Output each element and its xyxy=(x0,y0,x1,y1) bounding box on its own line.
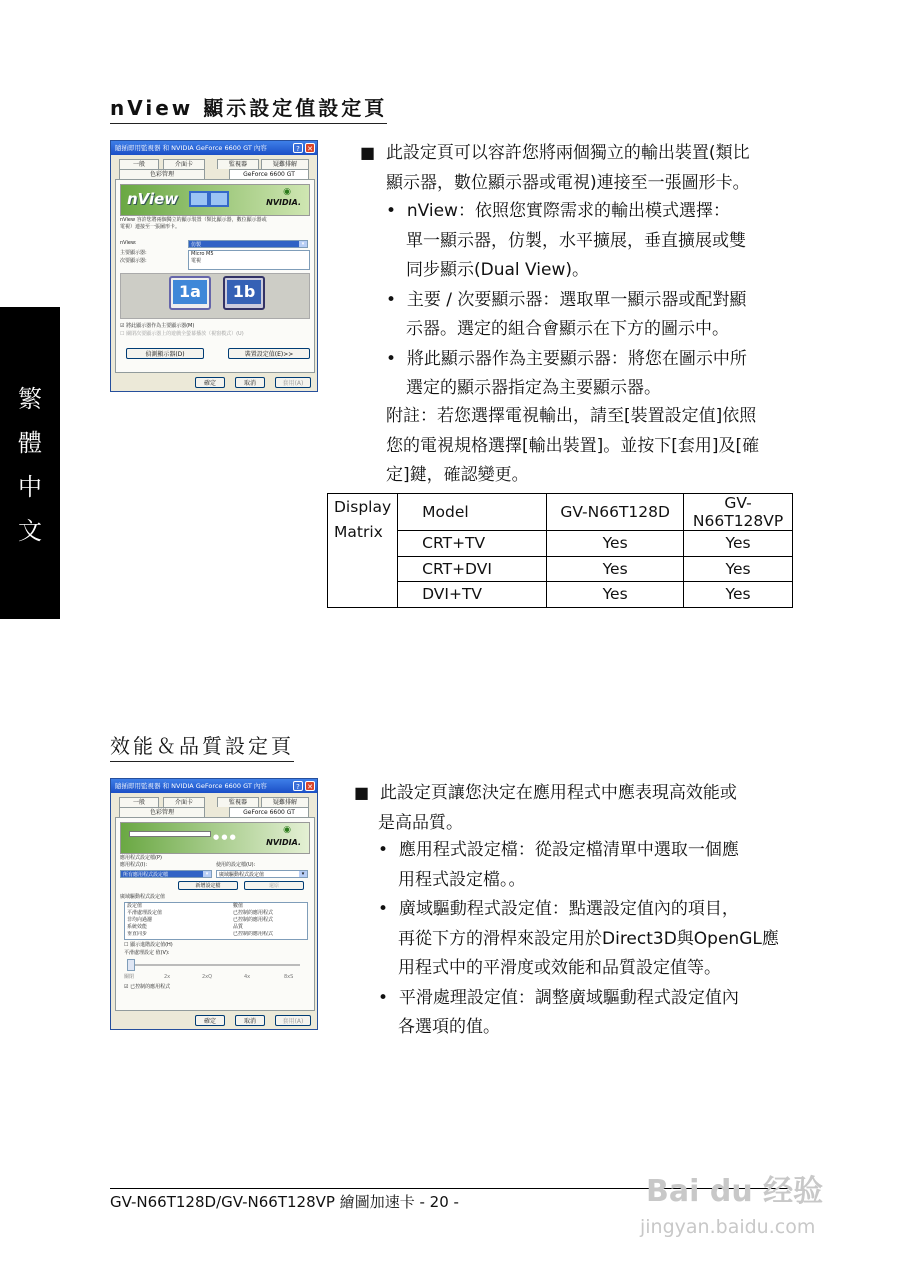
tick-label: 關閉 xyxy=(124,974,135,980)
table-cell: DVI+TV xyxy=(398,582,547,608)
dialog-panel xyxy=(115,179,315,373)
setting-name: 系統效能 xyxy=(127,924,148,930)
watermark-brand: Bai du 经验 xyxy=(646,1174,824,1209)
list-item[interactable] xyxy=(125,931,307,938)
side-tab-char: 體 xyxy=(18,429,42,457)
watermark-url: jingyan.baidu.com xyxy=(640,1216,816,1238)
help-icon: ? xyxy=(293,781,303,791)
dots-icon: ● ● ● xyxy=(213,833,236,841)
setting-name: 垂直同步 xyxy=(127,931,148,937)
performance-dialog-screenshot xyxy=(110,778,318,1030)
matrix-row-header xyxy=(328,494,398,608)
side-tab-char: 文 xyxy=(18,517,42,545)
table-cell: Yes xyxy=(684,582,793,608)
tab-troubleshoot: 疑難排解 xyxy=(261,159,309,169)
monitor-1a[interactable] xyxy=(169,276,211,310)
tab-color: 色彩管理 xyxy=(119,807,205,817)
intro-line: 顯示器，數位顯示器或電視)連接至一張圖形卡。 xyxy=(386,172,750,193)
help-icon: ? xyxy=(293,143,303,153)
display-list[interactable] xyxy=(188,250,310,270)
note-line: 定]鍵，確認變更。 xyxy=(386,465,529,485)
cancel-button[interactable]: 取消 xyxy=(235,377,265,388)
monitor-1b[interactable] xyxy=(223,276,265,310)
intro-line: 是高品質。 xyxy=(378,812,463,833)
list-item[interactable] xyxy=(125,924,307,931)
intro-line: 此設定頁可以容許您將兩個獨立的輸出裝置(類比 xyxy=(385,143,750,163)
detect-displays-button[interactable]: 偵測顯示器(D) xyxy=(126,348,204,359)
application-select[interactable] xyxy=(120,870,212,878)
ok-button[interactable]: 確定 xyxy=(195,1015,225,1026)
display-preview xyxy=(120,273,310,319)
table-row xyxy=(328,531,793,557)
side-tab-char: 繁 xyxy=(18,385,42,413)
table-cell: Yes xyxy=(547,582,684,608)
fullscreen-checkbox[interactable]: ☐ 關閉次要顯示器上的遊戲全螢幕播放（視窗模式）(U) xyxy=(120,331,244,337)
table-row xyxy=(328,582,793,608)
dialog-title: 隨插即用監視器 和 NVIDIA GeForce 6600 GT 內容 xyxy=(115,782,267,790)
table-cell: Yes xyxy=(684,556,793,582)
app-controlled-label: 已控制的應用程式 xyxy=(130,984,171,990)
restore-button[interactable]: 還原 xyxy=(244,881,304,890)
primary-display-label: 主要顯示器: xyxy=(120,250,147,256)
tab-color: 色彩管理 xyxy=(119,169,205,179)
nview-description: nView 容許您將兩個獨立的顯示裝置（類比顯示器，數位顯示器或電視）連接至一張圖形卡。 xyxy=(120,217,267,230)
monitor-1b-label: 1b xyxy=(227,280,261,304)
list-item[interactable]: 電視 xyxy=(191,258,202,264)
tab-general: 一般 xyxy=(119,159,159,169)
dialog-titlebar xyxy=(111,141,317,155)
bullet-line: 應用程式設定檔：從設定檔清單中選取一個應 xyxy=(398,840,739,860)
table-row xyxy=(328,494,793,531)
bullet-line: 示器。選定的組合會顯示在下方的圖示中。 xyxy=(406,319,729,339)
note-line: 您的電視規格選擇[輸出裝置]。並按下[套用]及[確 xyxy=(386,435,760,456)
language-side-tab xyxy=(0,307,60,619)
profile-select[interactable] xyxy=(216,870,308,878)
bullet-line: 同步顯示(Dual View)。 xyxy=(406,260,590,280)
page-footer: GV-N66T128D/GV-N66T128VP 繪圖加速卡 - 20 - xyxy=(110,1193,459,1211)
settings-list[interactable] xyxy=(124,902,308,940)
section-title-nview: nView 顯示設定值設定頁 xyxy=(110,92,387,124)
setting-name: 平滑處理設定值 xyxy=(127,910,163,916)
section1-bullets: • nView：依照您實際需求的輸出模式選擇： 單一顯示器，仿製，水平擴展，垂直擴展或雙 同步顯示(Dual View)。 • 主要 / 次要顯示器：選取單一顯示器或配對顯 示器。選定的組合會顯示在下方的圖示中。 • 將此顯示器作為主要顯示器：將您在圖示中所 選定的顯示器指定為主要顯示器。 xyxy=(386,197,747,404)
profile-group-label: 應用程式設定檔(P) xyxy=(120,855,162,861)
matrix-label: Matrix xyxy=(334,523,383,541)
tick-label: 8xS xyxy=(284,974,294,980)
section2-bullets: • 應用程式設定檔：從設定檔清單中選取一個應 用程式設定檔。。 • 廣域驅動程式設定值：點選設定值內的項目， 再從下方的滑桿來設定用於Direct3D與OpenGL應 用程式中的平滑度或效能和品質設定值等。 • 平滑處理設定值：調整廣域驅動程式設定值內 各選項的值。 xyxy=(378,836,779,1043)
application-label: 應用程式(I): xyxy=(120,862,148,868)
tick-label: 2x xyxy=(164,974,171,980)
nvidia-eye-icon: ◉ xyxy=(283,825,291,835)
bullet-line: 將此顯示器作為主要顯示器：將您在圖示中所 xyxy=(406,348,747,369)
dialog-panel xyxy=(115,817,315,1011)
nview-dialog-screenshot xyxy=(110,140,318,392)
add-profile-button[interactable]: 新增設定檔 xyxy=(178,881,238,890)
tab-adapter: 介面卡 xyxy=(163,797,205,807)
table-cell: CRT+DVI xyxy=(398,556,547,582)
square-bullet-icon: ■ xyxy=(354,783,370,802)
setting-name: 非均向過濾 xyxy=(127,917,153,923)
dialog-titlebar xyxy=(111,779,317,793)
bullet-line: 主要 / 次要顯示器：選取單一顯示器或配對顯 xyxy=(406,289,747,310)
cancel-button[interactable]: 取消 xyxy=(235,1015,265,1026)
setting-value: 品質 xyxy=(233,924,244,930)
apply-button[interactable]: 套用(A) xyxy=(275,1015,311,1026)
intro-line: 此設定頁讓您決定在應用程式中應表現高效能或 xyxy=(379,783,737,803)
column-header: Model xyxy=(398,494,547,531)
nview-banner xyxy=(120,184,310,216)
nvidia-eye-icon: ◉ xyxy=(283,187,291,197)
nview-mode-label: nView: xyxy=(120,240,137,246)
bullet-line: 用程式設定檔。。 xyxy=(398,869,526,890)
fullscreen-checkbox-label: 關閉次要顯示器上的遊戲全螢幕播放（視窗模式）(U) xyxy=(126,331,244,337)
column-header: GV-N66T128D xyxy=(547,494,684,531)
performance-banner xyxy=(120,822,310,854)
matrix-label: Display xyxy=(334,498,392,516)
column-header: 設定值 xyxy=(127,903,143,909)
primary-checkbox-label: 將此顯示器作為主要顯示器(M) xyxy=(126,323,195,329)
list-item[interactable] xyxy=(125,910,307,917)
global-settings-group-label: 廣域驅動程式設定值 xyxy=(120,894,166,900)
side-tab-char: 中 xyxy=(18,473,42,501)
slider-thumb[interactable] xyxy=(127,959,135,971)
setting-value: 已控制的應用程式 xyxy=(233,931,274,937)
square-bullet-icon: ■ xyxy=(360,143,376,162)
tab-monitor: 監視器 xyxy=(217,159,259,169)
monitor-1a-label: 1a xyxy=(173,280,207,304)
nvidia-logo: NVIDIA. xyxy=(266,198,301,207)
section-title-performance: 效能＆品質設定頁 xyxy=(110,730,294,762)
nview-logo-text: nView xyxy=(127,190,179,208)
tab-adapter: 介面卡 xyxy=(163,159,205,169)
table-cell: Yes xyxy=(684,531,793,557)
application-value: 所有應用程式設定檔 xyxy=(123,872,169,878)
app-controlled-checkbox[interactable]: ☑ 已控制的應用程式 xyxy=(124,984,171,990)
tab-geforce: GeForce 6600 GT xyxy=(229,807,309,817)
advanced-checkbox[interactable]: ☐ 顯示進階設定值(H) xyxy=(124,942,173,948)
display-matrix-table xyxy=(327,493,793,608)
profile-value: 廣域驅動程式設定值 xyxy=(219,872,265,878)
table-cell: CRT+TV xyxy=(398,531,547,557)
note-line: 附註：若您選擇電視輸出，請至[裝置設定值]依照 xyxy=(386,406,757,426)
advanced-checkbox-label: 顯示進階設定值(H) xyxy=(130,942,173,948)
profile-label: 使用的設定檔(U): xyxy=(216,862,256,868)
setting-value: 已控制的應用程式 xyxy=(233,917,274,923)
list-item[interactable] xyxy=(125,917,307,924)
monitor-icon xyxy=(209,191,229,207)
chevron-down-icon: ▾ xyxy=(299,871,307,877)
bullet-line: 平滑處理設定值：調整廣域驅動程式設定值內 xyxy=(398,987,739,1008)
slider-label: 平滑處理設定 值(V): xyxy=(124,950,170,956)
table-row xyxy=(328,556,793,582)
close-icon: ✕ xyxy=(305,143,315,153)
ok-button[interactable]: 確定 xyxy=(195,377,225,388)
tick-label: 4x xyxy=(244,974,251,980)
secondary-display-label: 次要顯示器: xyxy=(120,258,147,264)
antialias-slider[interactable] xyxy=(130,964,300,966)
bullet-line: 用程式中的平滑度或效能和品質設定值等。 xyxy=(398,958,721,978)
section1-intro xyxy=(360,138,750,198)
banner-slider-icon xyxy=(129,831,211,837)
tab-general: 一般 xyxy=(119,797,159,807)
close-icon: ✕ xyxy=(305,781,315,791)
nview-mode-value: 仿製 xyxy=(191,242,202,248)
tab-monitor: 監視器 xyxy=(217,797,259,807)
tab-geforce: GeForce 6600 GT xyxy=(229,169,309,179)
table-cell: Yes xyxy=(547,531,684,557)
chevron-down-icon: ▾ xyxy=(203,871,211,877)
column-header: 數值 xyxy=(233,903,244,909)
nview-mode-select[interactable] xyxy=(188,240,308,248)
device-settings-button[interactable]: 裝置設定值(E)>> xyxy=(228,348,310,359)
section1-note xyxy=(386,402,759,491)
tab-troubleshoot: 疑難排解 xyxy=(261,797,309,807)
column-header: GV-N66T128VP xyxy=(684,494,793,531)
monitor-icon xyxy=(189,191,209,207)
primary-checkbox[interactable]: ☑ 將此顯示器作為主要顯示器(M) xyxy=(120,323,195,329)
dialog-title: 隨插即用監視器 和 NVIDIA GeForce 6600 GT 內容 xyxy=(115,144,267,152)
list-header xyxy=(125,903,307,910)
bullet-line: 再從下方的滑桿來設定用於Direct3D與OpenGL應 xyxy=(398,928,779,949)
bullet-line: nView：依照您實際需求的輸出模式選擇： xyxy=(406,201,730,221)
bullet-line: 單一顯示器，仿製，水平擴展，垂直擴展或雙 xyxy=(406,230,746,251)
bullet-line: 選定的顯示器指定為主要顯示器。 xyxy=(406,378,661,398)
list-item[interactable]: Micro M5 xyxy=(191,251,214,257)
bullet-line: 廣域驅動程式設定值：點選設定值內的項目， xyxy=(398,899,739,919)
bullet-line: 各選項的值。 xyxy=(398,1017,500,1037)
tick-label: 2xQ xyxy=(202,974,213,980)
setting-value: 已控制的應用程式 xyxy=(233,910,274,916)
nvidia-logo: NVIDIA. xyxy=(266,838,301,847)
table-cell: Yes xyxy=(547,556,684,582)
section2-intro xyxy=(354,778,737,838)
apply-button[interactable]: 套用(A) xyxy=(275,377,311,388)
chevron-down-icon: ▾ xyxy=(299,241,307,247)
